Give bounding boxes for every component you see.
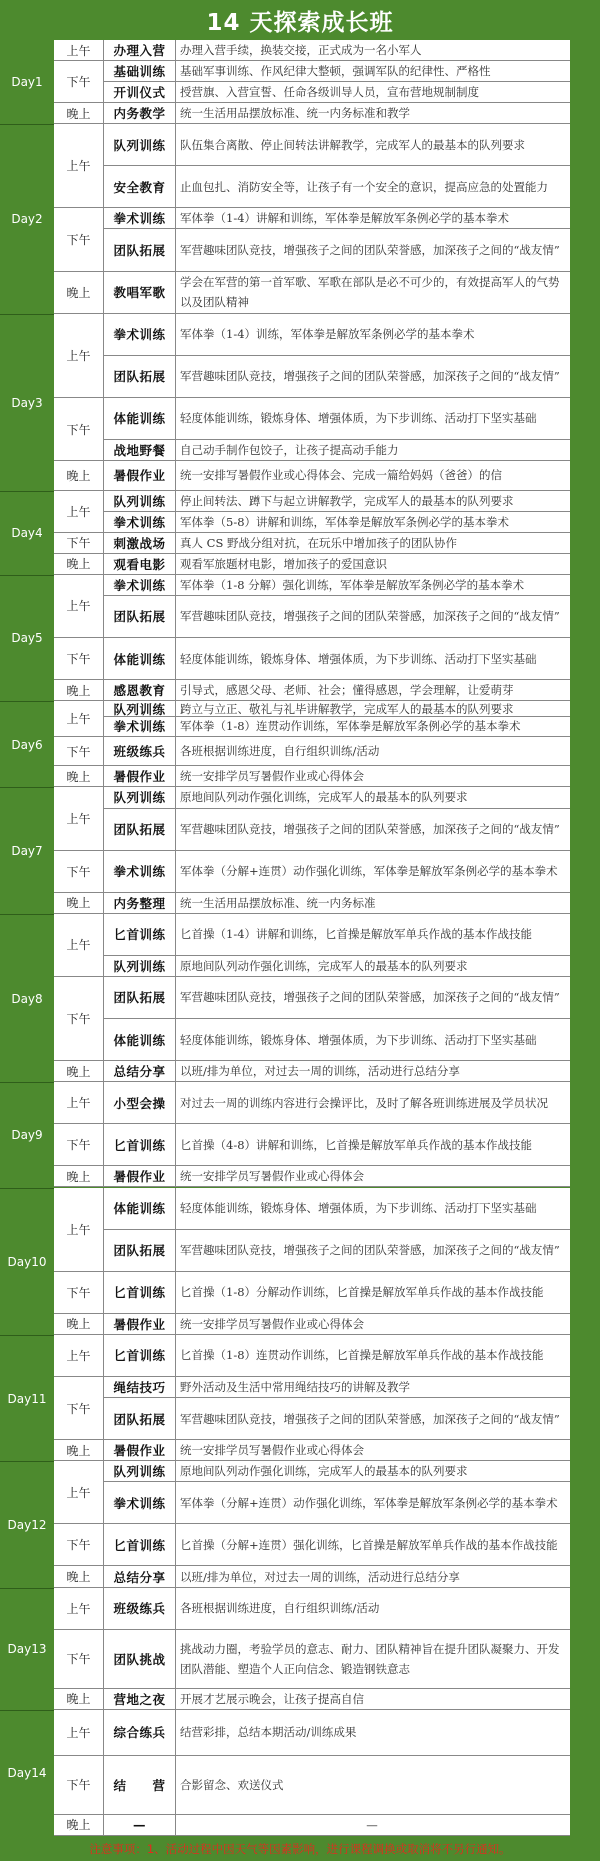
subject-cell: 营地之夜 [104, 1689, 176, 1710]
description-cell [176, 893, 570, 914]
description-cell [176, 575, 570, 596]
description-text: 军营趣味团队竞技，增强孩子之间的团队荣誉感，加深孩子之间的“战友情” [180, 1243, 560, 1258]
subject-cell: 匕首训练 [104, 1272, 176, 1314]
description-cell [176, 1482, 570, 1524]
period-cell: 下午 [54, 851, 104, 893]
period-cell: 下午 [54, 1630, 104, 1689]
description-cell [176, 440, 570, 461]
subject-cell: 队列训练 [104, 787, 176, 808]
period-cell: 晚上 [54, 1314, 104, 1335]
description-text: 统一安排学员写暑假作业或心得体会 [180, 769, 364, 784]
description-text: — [366, 1817, 378, 1832]
subject-cell: 团队拓展 [104, 1398, 176, 1440]
period-cell: 晚上 [54, 1061, 104, 1082]
period-cell: 下午 [54, 1524, 104, 1566]
description-text: 原地间队列动作强化训练，完成军人的最基本的队列要求 [180, 958, 468, 973]
period-cell: 下午 [54, 1124, 104, 1166]
period-cell: 上午 [54, 701, 104, 737]
description-text: 军营趣味团队竞技，增强孩子之间的团队荣誉感，加深孩子之间的“战友情” [180, 369, 560, 384]
description-text: 军体拳（1-8）连贯动作训练，军体拳是解放军条例必学的基本拳术 [180, 719, 521, 734]
day-label: Day14 [0, 1710, 54, 1836]
period-cell: 晚上 [54, 1815, 104, 1836]
period-cell: 上午 [54, 314, 104, 398]
period-cell: 上午 [54, 491, 104, 533]
description-text: 原地间队列动作强化训练，完成军人的最基本的队列要求 [180, 1464, 468, 1479]
day-label: Day1 [11, 75, 43, 90]
description-text: 办理入营手续，换装交接，正式成为一名小军人 [180, 43, 422, 58]
description-cell [176, 1272, 570, 1314]
subject-cell: 内务教学 [104, 103, 176, 124]
subject-cell: 小型会操 [104, 1082, 176, 1124]
period-cell: 晚上 [54, 554, 104, 575]
subject-cell: 队列训练 [104, 491, 176, 512]
period-cell: 下午 [54, 61, 104, 103]
description-text: 基础军事训练、作风纪律大整顿，强调军队的纪律性、严格性 [180, 64, 491, 79]
description-cell [176, 1230, 570, 1272]
period-cell: 上午 [54, 40, 104, 61]
subject-cell: 队列训练 [104, 956, 176, 977]
description-cell [176, 701, 570, 717]
description-text: 匕首操（1-4）讲解和训练，匕首操是解放军单兵作战的基本作战技能 [180, 927, 533, 942]
description-text: 军营趣味团队竞技，增强孩子之间的团队荣誉感，加深孩子之间的“战友情” [180, 1411, 560, 1426]
subject-cell: 暑假作业 [104, 1166, 176, 1187]
description-cell [176, 491, 570, 512]
description-cell [176, 82, 570, 103]
period-cell: 晚上 [54, 461, 104, 490]
subject-cell: 观看电影 [104, 554, 176, 575]
description-text: 对过去一周的训练内容进行会操评比，及时了解各班训练进展及学员状况 [180, 1095, 548, 1110]
subject-cell: 匕首训练 [104, 1335, 176, 1377]
subject-cell: 办理入营 [104, 40, 176, 61]
period-cell: 下午 [54, 977, 104, 1061]
description-cell [176, 229, 570, 271]
description-text: 军体拳（5-8）讲解和训练，军体拳是解放军条例必学的基本拳术 [180, 514, 510, 529]
description-cell [176, 1588, 570, 1630]
description-text: 统一安排学员写暑假作业或心得体会 [180, 1443, 364, 1458]
subject-cell: 团队拓展 [104, 596, 176, 638]
description-cell [176, 809, 570, 851]
day-label: Day9 [0, 1082, 54, 1187]
subject-cell: 拳术训练 [104, 208, 176, 229]
description-cell [176, 1566, 570, 1587]
description-cell [176, 1524, 570, 1566]
day-label: Day8 [0, 914, 54, 1082]
subject-cell: 体能训练 [104, 1188, 176, 1230]
description-cell [176, 596, 570, 638]
description-text: 军体拳（1-8 分解）强化训练，军体拳是解放军条例必学的基本拳术 [180, 577, 525, 592]
day-label: Day3 [0, 314, 54, 491]
description-text: 统一安排学员写暑假作业或心得体会 [180, 1316, 364, 1331]
description-cell [176, 1815, 570, 1836]
subject-cell: 队列训练 [104, 701, 176, 717]
subject-cell: 绳结技巧 [104, 1377, 176, 1398]
period-cell: 上午 [54, 1588, 104, 1630]
description-text: 授营旗、入营宣誓、任命各级训导人员，宣布营地规制制度 [180, 85, 479, 100]
description-text: 观看军旅题材电影，增加孩子的爱国意识 [180, 556, 387, 571]
period-cell: 晚上 [54, 1440, 104, 1461]
schedule-table [0, 40, 600, 1836]
day-label: Day12 [0, 1461, 54, 1587]
description-cell [176, 1082, 570, 1124]
description-cell [176, 638, 570, 680]
description-text: 统一生活用品摆放标准、统一内务标准 [180, 895, 376, 910]
period-cell: 晚上 [54, 103, 104, 124]
description-cell [176, 461, 570, 490]
description-cell [176, 533, 570, 554]
subject-cell: 体能训练 [104, 1019, 176, 1061]
description-cell [176, 956, 570, 977]
page-title: 14 天探索成长班 [206, 9, 394, 36]
description-cell [176, 1314, 570, 1335]
description-cell [176, 398, 570, 440]
description-text: 军营趣味团队竞技，增强孩子之间的团队荣誉感，加深孩子之间的“战友情” [180, 243, 560, 258]
period-cell: 上午 [54, 914, 104, 977]
subject-cell: 团队拓展 [104, 1230, 176, 1272]
description-cell [176, 1019, 570, 1061]
description-text: 结营彩排，总结本期活动/训练成果 [180, 1725, 357, 1740]
subject-cell: 暑假作业 [104, 1440, 176, 1461]
description-cell [176, 1398, 570, 1440]
description-cell [176, 1630, 570, 1689]
description-cell [176, 314, 570, 356]
description-cell [176, 766, 570, 787]
period-cell: 下午 [54, 1377, 104, 1440]
description-text: 以班/排为单位，对过去一周的训练，活动进行总结分享 [180, 1569, 460, 1584]
description-text: 以班/排为单位，对过去一周的训练，活动进行总结分享 [180, 1064, 460, 1079]
description-cell [176, 1166, 570, 1187]
subject-cell: 团队拓展 [104, 809, 176, 851]
description-text: 野外活动及生活中常用绳结技巧的讲解及教学 [180, 1380, 410, 1394]
subject-cell: 暑假作业 [104, 461, 176, 490]
description-cell [176, 851, 570, 893]
day-label: Day2 [0, 124, 54, 313]
period-cell: 晚上 [54, 680, 104, 701]
period-cell: 上午 [54, 787, 104, 850]
period-cell: 下午 [54, 1756, 104, 1815]
subject-cell: 结 营 [104, 1756, 176, 1815]
description-cell [176, 1689, 570, 1710]
subject-cell: 体能训练 [104, 398, 176, 440]
description-text: 统一生活用品摆放标准、统一内务标准和教学 [180, 106, 410, 121]
subject-cell: 体能训练 [104, 638, 176, 680]
description-cell [176, 1440, 570, 1461]
description-cell [176, 787, 570, 808]
period-cell: 上午 [54, 1710, 104, 1756]
description-text: 原地间队列动作强化训练，完成军人的最基本的队列要求 [180, 790, 468, 805]
subject-cell: 团队拓展 [104, 977, 176, 1019]
period-cell: 上午 [54, 1082, 104, 1124]
description-cell [176, 1461, 570, 1482]
description-cell [176, 103, 570, 124]
subject-cell: 团队拓展 [104, 356, 176, 398]
subject-cell: 拳术训练 [104, 1482, 176, 1524]
description-text: 停止间转法、蹲下与起立讲解教学，完成军人的最基本的队列要求 [180, 493, 514, 508]
subject-cell: — [104, 1815, 176, 1836]
description-text: 匕首操（1-8）分解动作训练，匕首操是解放军单兵作战的基本作战技能 [180, 1285, 544, 1300]
subject-cell: 开训仪式 [104, 82, 176, 103]
description-text: 军体拳（1-4）训练，军体拳是解放军条例必学的基本拳术 [180, 327, 475, 342]
subject-cell: 总结分享 [104, 1566, 176, 1587]
subject-cell: 教唱军歌 [104, 272, 176, 314]
subject-cell: 战地野餐 [104, 440, 176, 461]
description-cell [176, 977, 570, 1019]
description-cell [176, 1061, 570, 1082]
period-cell: 晚上 [54, 272, 104, 314]
day-label: Day5 [0, 575, 54, 701]
subject-cell: 综合练兵 [104, 1710, 176, 1756]
period-cell: 下午 [54, 398, 104, 461]
subject-cell: 拳术训练 [104, 575, 176, 596]
period-cell: 下午 [54, 1272, 104, 1314]
subject-cell: 暑假作业 [104, 1314, 176, 1335]
subject-cell: 匕首训练 [104, 914, 176, 956]
period-cell: 上午 [54, 1461, 104, 1524]
description-cell [176, 356, 570, 398]
description-cell [176, 512, 570, 533]
subject-cell: 拳术训练 [104, 717, 176, 737]
description-text: 统一安排写暑假作业或心得体会、完成一篇给妈妈（爸爸）的信 [180, 468, 502, 483]
description-text: 轻度体能训练，锻炼身体、增强体质，为下步训练、活动打下坚实基础 [180, 1032, 537, 1047]
period-cell: 下午 [54, 208, 104, 271]
description-text: 军营趣味团队竞技，增强孩子之间的团队荣誉感，加深孩子之间的“战友情” [180, 990, 560, 1005]
subject-cell: 队列训练 [104, 1461, 176, 1482]
description-cell [176, 272, 570, 314]
description-text: 军体拳（分解+连贯）动作强化训练，军体拳是解放军条例必学的基本拳术 [180, 864, 558, 879]
description-text: 队伍集合离散、停止间转法讲解教学，完成军人的最基本的队列要求 [180, 137, 525, 152]
day-label: Day7 [0, 787, 54, 913]
period-cell: 下午 [54, 737, 104, 766]
description-cell [176, 1124, 570, 1166]
subject-cell: 团队挑战 [104, 1630, 176, 1689]
description-cell [176, 914, 570, 956]
description-text: 匕首操（分解+连贯）强化训练，匕首操是解放军单兵作战的基本作战技能 [180, 1537, 558, 1552]
description-text: 合影留念、欢送仪式 [180, 1777, 284, 1792]
subject-cell: 拳术训练 [104, 851, 176, 893]
description-cell [176, 61, 570, 82]
description-text: 军体拳（1-4）讲解和训练，军体拳是解放军条例必学的基本拳术 [180, 211, 510, 226]
period-cell: 上午 [54, 124, 104, 208]
footer-note: 注意事项：1、活动过程中因天气等因素影响，进行课程调换或取消将不另行通知。 [89, 1841, 511, 1856]
description-text: 开展才艺展示晚会，让孩子提高自信 [180, 1691, 364, 1706]
description-text: 匕首操（1-8）连贯动作训练，匕首操是解放军单兵作战的基本作战技能 [180, 1348, 544, 1363]
period-cell: 上午 [54, 1335, 104, 1377]
description-cell [176, 1710, 570, 1756]
period-cell: 晚上 [54, 1566, 104, 1587]
description-text: 轻度体能训练，锻炼身体、增强体质，为下步训练、活动打下坚实基础 [180, 411, 537, 426]
description-text: 军体拳（分解+连贯）动作强化训练，军体拳是解放军条例必学的基本拳术 [180, 1495, 558, 1510]
description-text: 轻度体能训练，锻炼身体、增强体质，为下步训练、活动打下坚实基础 [180, 1201, 537, 1216]
description-text: 自己动手制作包饺子，让孩子提高动手能力 [180, 443, 399, 458]
day-label: Day11 [0, 1335, 54, 1461]
subject-cell: 匕首训练 [104, 1124, 176, 1166]
description-cell [176, 166, 570, 208]
period-cell: 晚上 [54, 1689, 104, 1710]
description-cell [176, 1756, 570, 1815]
subject-cell: 感恩教育 [104, 680, 176, 701]
period-cell: 上午 [54, 575, 104, 638]
description-text: 匕首操（4-8）讲解和训练，匕首操是解放军单兵作战的基本作战技能 [180, 1137, 533, 1152]
description-text: 引导式，感恩父母、老师、社会；懂得感恩，学会理解，让爱萌芽 [180, 683, 514, 698]
subject-cell: 基础训练 [104, 61, 176, 82]
period-cell: 晚上 [54, 893, 104, 914]
description-cell [176, 554, 570, 575]
description-cell [176, 208, 570, 229]
day-label: Day6 [0, 701, 54, 787]
description-text: 轻度体能训练，锻炼身体、增强体质，为下步训练、活动打下坚实基础 [180, 651, 537, 666]
subject-cell: 团队拓展 [104, 229, 176, 271]
subject-cell: 暑假作业 [104, 766, 176, 787]
description-text: 止血包扎、消防安全等，让孩子有一个安全的意识，提高应急的处置能力 [180, 179, 548, 194]
subject-cell: 匕首训练 [104, 1524, 176, 1566]
description-text: 真人 CS 野战分组对抗，在玩乐中增加孩子的团队协作 [180, 535, 457, 550]
description-cell [176, 737, 570, 766]
description-cell [176, 1335, 570, 1377]
day-label: Day10 [0, 1188, 54, 1335]
description-text: 各班根据训练进度，自行组织训练/活动 [180, 1601, 380, 1616]
description-text: 军营趣味团队竞技，增强孩子之间的团队荣誉感，加深孩子之间的“战友情” [180, 609, 560, 624]
period-cell: 下午 [54, 533, 104, 554]
subject-cell: 安全教育 [104, 166, 176, 208]
description-cell [176, 717, 570, 737]
description-cell [176, 1377, 570, 1398]
subject-cell: 班级练兵 [104, 1588, 176, 1630]
description-text: 跨立与立正、敬礼与礼毕讲解教学，完成军人的最基本的队列要求 [180, 701, 514, 716]
period-cell: 上午 [54, 1188, 104, 1272]
description-text: 军营趣味团队竞技，增强孩子之间的团队荣誉感，加深孩子之间的“战友情” [180, 822, 560, 837]
description-cell [176, 124, 570, 166]
subject-cell: 拳术训练 [104, 314, 176, 356]
description-cell [176, 40, 570, 61]
period-cell: 晚上 [54, 1166, 104, 1187]
subject-cell: 总结分享 [104, 1061, 176, 1082]
subject-cell: 班级练兵 [104, 737, 176, 766]
subject-cell: 内务整理 [104, 893, 176, 914]
description-text: 挑战动力圈，考验学员的意志、耐力、团队精神旨在提升团队凝聚力、开发团队潜能、塑造个人正向信念、锻造钢铁意志 [180, 1641, 560, 1676]
subject-cell: 刺激战场 [104, 533, 176, 554]
description-text: 统一安排学员写暑假作业或心得体会 [180, 1169, 364, 1184]
period-cell: 下午 [54, 638, 104, 680]
description-cell [176, 680, 570, 701]
description-cell [176, 1188, 570, 1230]
description-text: 学会在军营的第一首军歌、军歌在部队是必不可少的，有效提高军人的气势以及团队精神 [180, 275, 560, 310]
subject-cell: 拳术训练 [104, 512, 176, 533]
period-cell: 晚上 [54, 766, 104, 787]
subject-cell: 队列训练 [104, 124, 176, 166]
day-label: Day13 [0, 1588, 54, 1710]
day-label: Day4 [0, 491, 54, 575]
description-text: 各班根据训练进度，自行组织训练/活动 [180, 744, 380, 759]
